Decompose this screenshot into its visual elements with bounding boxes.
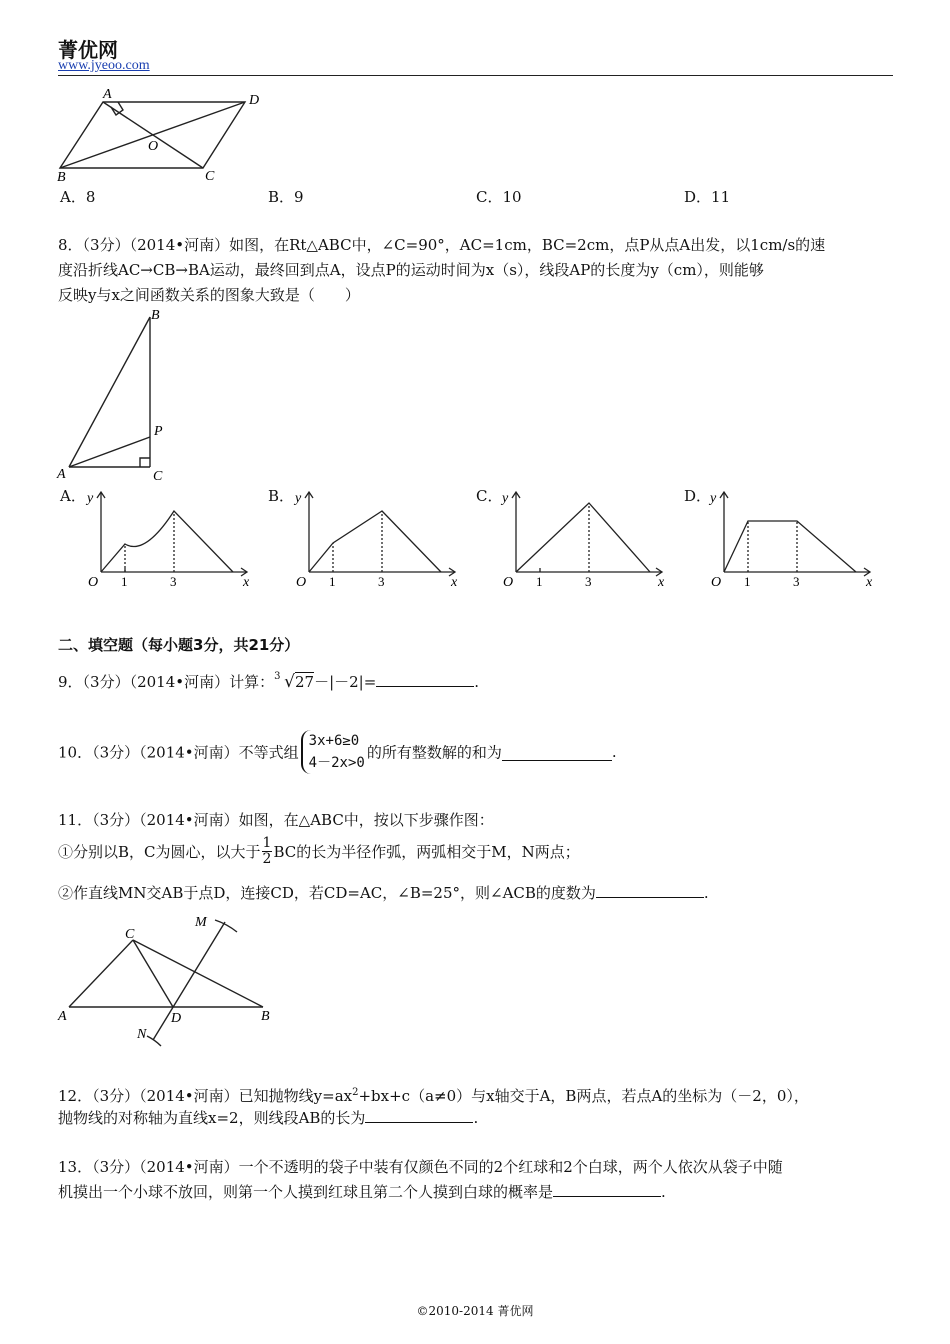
q7-label-o: O — [148, 139, 159, 154]
graph-c-y-label: y — [502, 491, 509, 506]
q10-prefix: 10．（3分）（2014•河南）不等式组 — [58, 743, 299, 762]
q11-step2: ②作直线MN交AB于点D，连接CD，若CD=AC，∠B=25°，则∠ACB的度数为 — [58, 884, 596, 902]
q9-line — [58, 670, 479, 694]
q10-inequality-1: 3x+6≥0 — [308, 733, 360, 749]
q9-answer-blank[interactable] — [376, 670, 474, 687]
q9-root-index: 3 — [274, 671, 281, 682]
graph-d-origin-label: O — [711, 575, 722, 590]
q8-graph-c[interactable] — [500, 486, 670, 592]
q7-option-d[interactable]: D．11 — [684, 188, 731, 206]
q11-step1-suffix: BC的长为半径作弧，两弧相交于M，N两点； — [273, 843, 580, 861]
q7-option-b[interactable]: B．9 — [268, 188, 304, 206]
q10-inequality-system — [301, 730, 365, 774]
graph-d-y-label: y — [710, 491, 717, 506]
q8-line-2: 度沿折线AC→CB→BA运动，最终回到点A，设点P的运动时间为x（s），线段AP的长度为y（cm），则能够 — [58, 261, 764, 279]
q9-prefix: 9．（3分）（2014•河南）计算： — [58, 673, 275, 691]
q10-answer-blank[interactable] — [502, 744, 612, 761]
q12-line-1 — [58, 1081, 809, 1108]
q8-graph-d[interactable] — [708, 486, 878, 592]
q11-step-2-line — [58, 881, 709, 905]
graph-a-origin-label: O — [88, 575, 99, 590]
graph-a-tick-3: 3 — [170, 574, 177, 589]
page-footer: ©2010-2014 菁优网 — [416, 1304, 534, 1318]
q13-line2: 机摸出一个小球不放回，则第一个人摸到红球且第二个人摸到白球的概率是 — [58, 1183, 554, 1201]
q11-frac-den: 2 — [262, 851, 272, 867]
section-2-title: 二、填空题（每小题3分，共21分） — [58, 636, 300, 654]
graph-c-tick-1: 1 — [536, 574, 543, 589]
q9-end: . — [474, 673, 480, 691]
graph-c-tick-3: 3 — [585, 574, 592, 589]
q7-option-a[interactable]: A．8 — [60, 188, 96, 206]
q8-label-b: B — [151, 308, 160, 323]
q13-line-1: 13．（3分）（2014•河南）一个不透明的袋子中装有仅颜色不同的2个红球和2个白球，两个人依次从袋子中随 — [58, 1158, 783, 1176]
q11-answer-blank[interactable] — [596, 881, 704, 898]
q13-answer-blank[interactable] — [553, 1180, 661, 1197]
q9-suffix: －|－2|= — [314, 673, 377, 691]
q7-label-d: D — [249, 93, 260, 108]
q11-label-b: B — [261, 1009, 270, 1024]
q8-graph-a[interactable] — [85, 486, 255, 592]
site-url-link[interactable]: www.jyeoo.com — [58, 58, 150, 73]
q10-end: . — [611, 743, 617, 761]
q11-half-fraction — [262, 836, 273, 867]
graph-b-tick-1: 1 — [329, 574, 336, 589]
header-divider — [58, 75, 893, 76]
q7-label-c: C — [205, 169, 215, 184]
q8-label-c: C — [153, 469, 163, 484]
graph-b-y-label: y — [295, 491, 302, 506]
graph-a-tick-1: 1 — [121, 574, 128, 589]
q8-label-p: P — [154, 424, 163, 439]
q12-line-2 — [58, 1106, 478, 1130]
q12-line1-suffix: +bx+c（a≠0）与x轴交于A，B两点，若点A的坐标为（－2，0）， — [358, 1087, 809, 1105]
q11-label-m: M — [195, 915, 207, 930]
q8-graph-b[interactable] — [293, 486, 463, 592]
q11-label-c: C — [125, 927, 135, 942]
graph-d-tick-1: 1 — [744, 574, 751, 589]
q11-end: . — [703, 884, 709, 902]
q9-cube-root: 3 √27 — [274, 670, 314, 694]
q11-label-a: A — [58, 1009, 67, 1024]
graph-d-tick-3: 3 — [793, 574, 800, 589]
q8-option-b[interactable]: B． — [268, 487, 295, 505]
q10-suffix: 的所有整数解的和为 — [366, 743, 502, 762]
site-brand: 菁优网 — [58, 38, 118, 62]
q11-frac-num: 1 — [262, 835, 272, 851]
q8-line-1: 8．（3分）（2014•河南）如图，在Rt△ABC中，∠C=90°，AC=1cm，BC=2cm，点P从点A出发，以1cm/s的速 — [58, 236, 826, 254]
graph-b-origin-label: O — [296, 575, 307, 590]
q8-option-a[interactable]: A． — [60, 487, 86, 505]
graph-c-origin-label: O — [503, 575, 514, 590]
q11-line-1: 11．（3分）（2014•河南）如图，在△ABC中，按以下步骤作图： — [58, 811, 494, 829]
q11-step-1 — [58, 836, 580, 867]
q9-radicand: 27 — [294, 673, 315, 691]
q8-option-d[interactable]: D． — [684, 487, 712, 505]
q11-label-n: N — [137, 1027, 147, 1042]
graph-b-tick-3: 3 — [378, 574, 385, 589]
graph-b-x-label: x — [451, 575, 458, 590]
q8-triangle-figure — [55, 307, 185, 485]
q13-end: . — [661, 1183, 666, 1201]
graph-a-y-label: y — [87, 491, 94, 506]
graph-d-x-label: x — [866, 575, 873, 590]
graph-c-x-label: x — [658, 575, 665, 590]
q8-line-3: 反映y与x之间函数关系的图象大致是（ ） — [58, 286, 360, 304]
q7-option-c[interactable]: C．10 — [476, 188, 522, 206]
graph-a-x-label: x — [243, 575, 250, 590]
q12-end: . — [473, 1109, 479, 1127]
q8-option-c[interactable]: C． — [476, 487, 503, 505]
q11-triangle-figure — [55, 910, 285, 1050]
q7-parallelogram-figure — [55, 84, 275, 184]
q12-answer-blank[interactable] — [365, 1106, 473, 1123]
q12-exponent: 2 — [352, 1087, 359, 1098]
q10-inequality-2: 4－2x>0 — [308, 755, 365, 771]
q12-line1-prefix: 12．（3分）（2014•河南）已知抛物线y=ax — [58, 1087, 353, 1105]
q7-label-a: A — [103, 87, 112, 102]
q12-line2: 抛物线的对称轴为直线x=2，则线段AB的长为 — [58, 1109, 366, 1127]
q10-line — [58, 730, 617, 774]
q13-line-2 — [58, 1180, 666, 1204]
q7-label-b: B — [57, 170, 66, 184]
q11-label-d: D — [171, 1011, 182, 1026]
q8-label-a: A — [57, 467, 66, 482]
q11-step1-prefix: ①分别以B，C为圆心，以大于 — [58, 843, 261, 861]
